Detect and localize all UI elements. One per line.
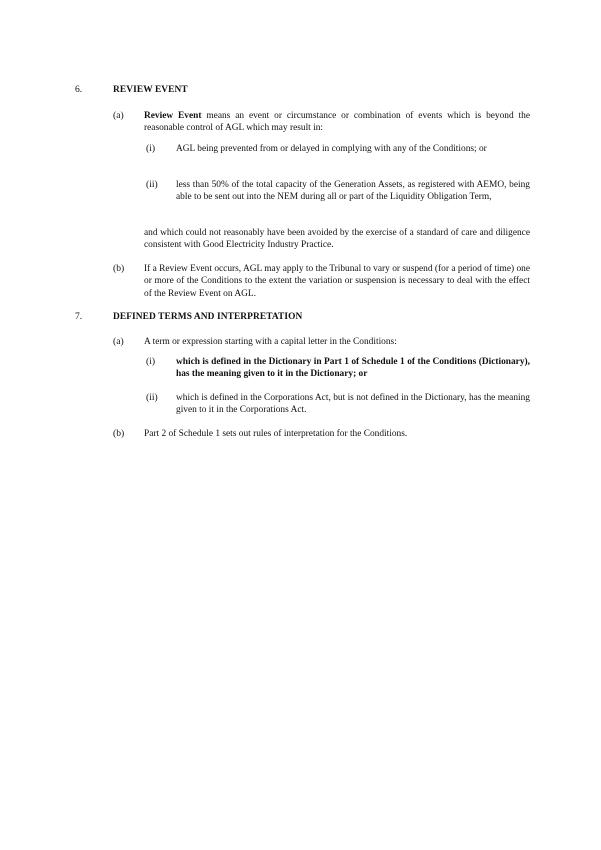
section-7-a-text: A term or expression starting with a capital letter in the Conditions: <box>144 337 397 347</box>
section-7-b-label: (b) <box>113 428 125 439</box>
section-6-number: 6. <box>75 84 83 95</box>
section-7-i-label: (i) <box>146 356 156 367</box>
section-7-a-label: (a) <box>113 336 124 347</box>
review-event-definition: means an event or circumstance or combination of events which is beyond the reasonable control of AGL which may result in: <box>144 111 531 134</box>
section-7-i-text: which is defined in the Dictionary in Part 1 of Schedule 1 of the Conditions (Dictionary), has the meaning given to it in the Dictionary; or <box>176 357 530 380</box>
section-6-i-label: (i) <box>146 143 156 154</box>
section-6-ii-text: less than 50% of the total capacity of the Generation Assets, as registered with AEMO, being able to be sent out into the NEM during all or part of the Liquidity Obligation Term, <box>176 180 530 203</box>
section-7-heading: DEFINED TERMS AND INTERPRETATION <box>113 312 303 322</box>
section-6-b-text: If a Review Event occurs, AGL may apply to the Tribunal to vary or suspend (for a period of time) one or more of the Conditions to the extent the variation or suspension is necessary to deal with the effect of the Review Event on AGL. <box>144 264 530 299</box>
section-6-a-text <box>144 110 530 135</box>
section-7-ii-text: which is defined in the Corporations Act, but is not defined in the Dictionary, has the meaning given to it in the Corporations Act. <box>176 393 530 416</box>
section-6-ii-label: (ii) <box>146 179 158 190</box>
section-7-number: 7. <box>75 311 83 322</box>
section-6-b-label: (b) <box>113 263 125 274</box>
section-7-b-text: Part 2 of Schedule 1 sets out rules of interpretation for the Conditions. <box>144 429 408 439</box>
section-6-i-text: AGL being prevented from or delayed in complying with any of the Conditions; or <box>176 144 487 154</box>
section-6-a-label: (a) <box>113 110 124 121</box>
section-7-ii-label: (ii) <box>146 392 158 403</box>
section-6-heading: REVIEW EVENT <box>113 85 188 95</box>
section-6-tail-text: and which could not reasonably have been avoided by the exercise of a standard of care and diligence consistent with Good Electricity Industry Practice. <box>144 228 530 251</box>
review-event-term: Review Event <box>144 111 202 121</box>
